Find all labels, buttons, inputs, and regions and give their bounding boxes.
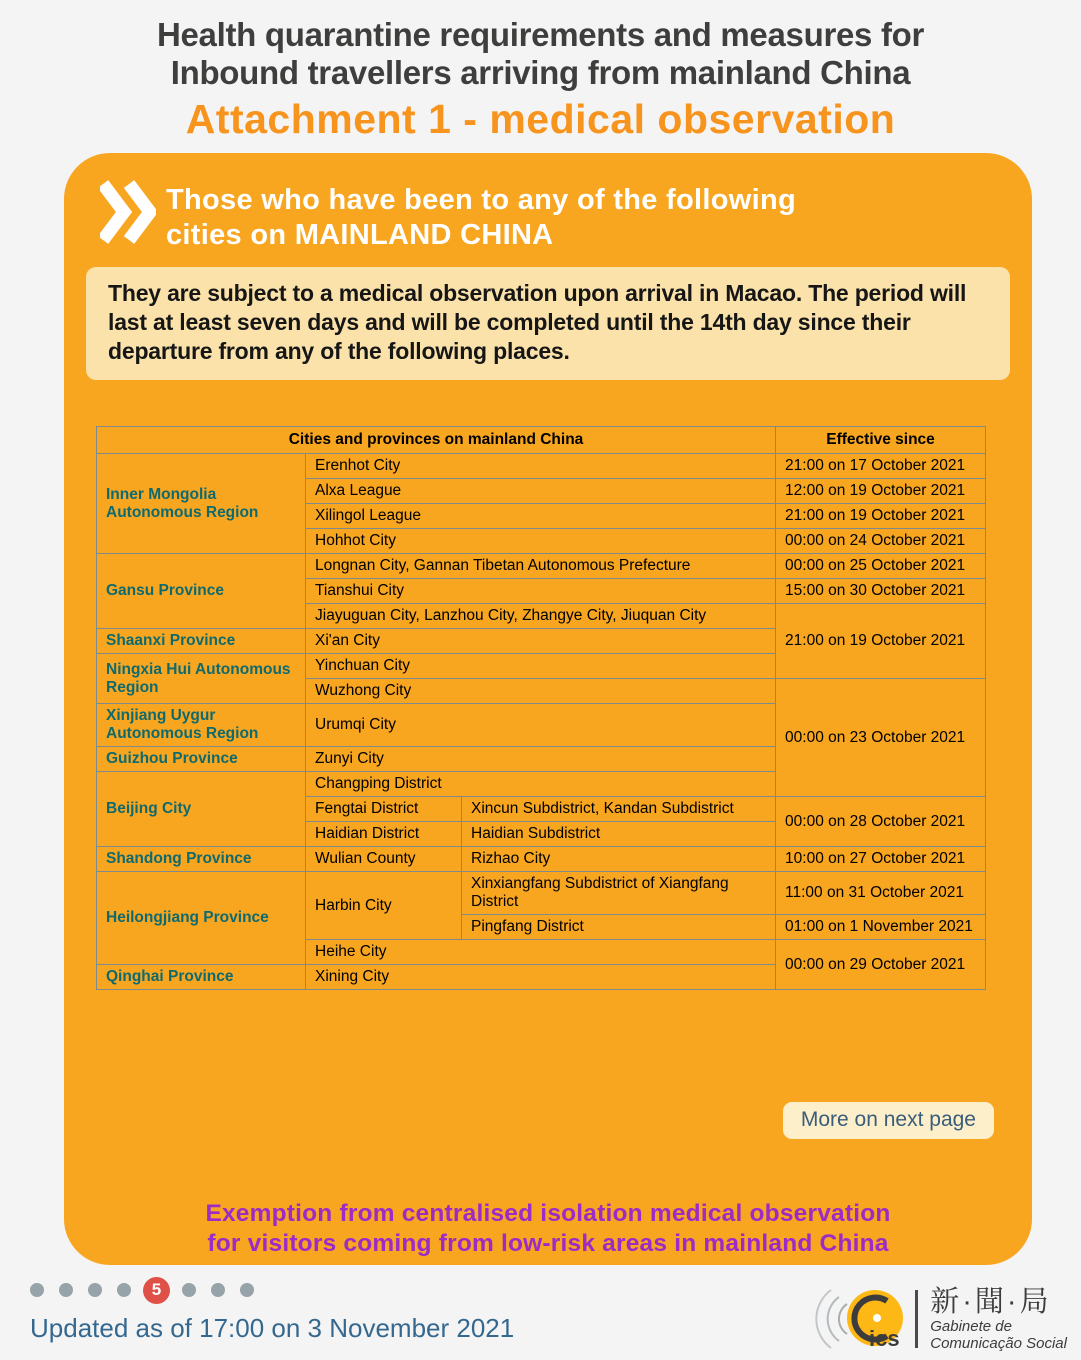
city-cell: Pingfang District xyxy=(462,915,776,940)
date-cell: 00:00 on 25 October 2021 xyxy=(776,554,986,579)
logo-text xyxy=(930,1286,1067,1352)
city-cell: Zunyi City xyxy=(306,747,776,772)
page-dot xyxy=(30,1283,44,1297)
table-row xyxy=(97,554,986,579)
date-cell: 00:00 on 24 October 2021 xyxy=(776,529,986,554)
page-title-line2: Inbound travellers arriving from mainland China xyxy=(170,54,911,91)
province-cell: Guizhou Province xyxy=(97,747,306,772)
city-cell: Xincun Subdistrict, Kandan Subdistrict xyxy=(462,797,776,822)
city-cell: Changping District xyxy=(306,772,776,797)
table-body xyxy=(97,454,986,990)
page-footer xyxy=(0,1262,1081,1351)
table-row xyxy=(97,847,986,872)
date-cell: 11:00 on 31 October 2021 xyxy=(776,872,986,915)
table-wrapper xyxy=(96,426,1032,990)
city-cell: Haidian Subdistrict xyxy=(462,822,776,847)
city-cell: Jiayuguan City, Lanzhou City, Zhangye City, Jiuquan City xyxy=(306,604,776,629)
table-row xyxy=(97,872,986,915)
city-cell: Tianshui City xyxy=(306,579,776,604)
table-row xyxy=(97,454,986,479)
more-on-next-page-badge: More on next page xyxy=(783,1102,994,1139)
gcs-logo-icon xyxy=(813,1278,909,1360)
panel-heading xyxy=(100,177,1032,253)
page-header xyxy=(0,0,1081,142)
logo-chinese-name: 新·聞·局 xyxy=(930,1286,1052,1318)
intro-text-box: They are subject to a medical observation upon arrival in Macao. The period will last at least seven days and will be completed until the 14th day since their departure from any of the following places. xyxy=(86,267,1010,380)
gcs-logo xyxy=(813,1278,1067,1360)
city-cell: Hohhot City xyxy=(306,529,776,554)
page-dot xyxy=(211,1283,225,1297)
city-cell: Yinchuan City xyxy=(306,654,776,679)
city-cell: Fengtai District xyxy=(306,797,462,822)
footer-left xyxy=(30,1276,514,1344)
table-header-row xyxy=(97,427,986,454)
logo-acronym: ics xyxy=(869,1326,900,1351)
city-cell: Urumqi City xyxy=(306,704,776,747)
pagination-dots xyxy=(30,1276,514,1304)
date-cell: 00:00 on 28 October 2021 xyxy=(776,797,986,847)
panel-heading-line2: cities on MAINLAND CHINA xyxy=(166,219,554,251)
more-row xyxy=(64,1102,1032,1139)
date-cell: 00:00 on 29 October 2021 xyxy=(776,940,986,990)
city-cell: Rizhao City xyxy=(462,847,776,872)
province-cell: Shandong Province xyxy=(97,847,306,872)
city-cell: Wulian County xyxy=(306,847,462,872)
city-cell: Longnan City, Gannan Tibetan Autonomous Prefecture xyxy=(306,554,776,579)
page-dot xyxy=(88,1283,102,1297)
date-cell: 21:00 on 19 October 2021 xyxy=(776,604,986,679)
date-cell: 01:00 on 1 November 2021 xyxy=(776,915,986,940)
page-dot-active: 5 xyxy=(143,1277,170,1304)
province-cell: Shaanxi Province xyxy=(97,629,306,654)
city-cell: Wuzhong City xyxy=(306,679,776,704)
table-header-effective: Effective since xyxy=(776,427,986,454)
city-cell: Alxa League xyxy=(306,479,776,504)
logo-divider xyxy=(915,1290,918,1348)
quarantine-table xyxy=(96,426,986,990)
province-cell: Heilongjiang Province xyxy=(97,872,306,965)
date-cell: 00:00 on 23 October 2021 xyxy=(776,679,986,797)
date-cell: 12:00 on 19 October 2021 xyxy=(776,479,986,504)
province-cell: Inner Mongolia Autonomous Region xyxy=(97,454,306,554)
province-cell: Ningxia Hui Autonomous Region xyxy=(97,654,306,704)
city-cell: Haidian District xyxy=(306,822,462,847)
double-chevron-icon xyxy=(100,179,156,245)
province-cell: Qinghai Province xyxy=(97,965,306,990)
logo-portuguese-name-line2: Comunicação Social xyxy=(930,1335,1067,1352)
city-cell: Xinxiangfang Subdistrict of Xiangfang District xyxy=(462,872,776,915)
page-dot xyxy=(240,1283,254,1297)
page-dot xyxy=(182,1283,196,1297)
date-cell: 15:00 on 30 October 2021 xyxy=(776,579,986,604)
province-cell: Beijing City xyxy=(97,772,306,847)
city-cell: Erenhot City xyxy=(306,454,776,479)
exemption-note xyxy=(64,1199,1032,1259)
page-dot xyxy=(117,1283,131,1297)
city-cell: Xilingol League xyxy=(306,504,776,529)
date-cell: 21:00 on 17 October 2021 xyxy=(776,454,986,479)
province-cell: Gansu Province xyxy=(97,554,306,629)
page-title-line1: Health quarantine requirements and measures for xyxy=(156,16,925,53)
city-cell: Xining City xyxy=(306,965,776,990)
date-cell: 21:00 on 19 October 2021 xyxy=(776,504,986,529)
exemption-line1: Exemption from centralised isolation medical observation xyxy=(205,1200,891,1227)
panel-heading-text xyxy=(166,183,796,253)
logo-portuguese-name-line1: Gabinete de xyxy=(930,1318,1012,1335)
panel-heading-line1: Those who have been to any of the following xyxy=(166,184,796,216)
table-header-cities: Cities and provinces on mainland China xyxy=(97,427,776,454)
exemption-line2: for visitors coming from low-risk areas in mainland China xyxy=(207,1230,889,1257)
updated-timestamp: Updated as of 17:00 on 3 November 2021 xyxy=(30,1313,515,1343)
city-cell: Heihe City xyxy=(306,940,776,965)
city-cell: Harbin City xyxy=(306,872,462,940)
page-dot xyxy=(59,1283,73,1297)
attachment-subtitle: Attachment 1 - medical observation xyxy=(185,96,896,142)
province-cell: Xinjiang Uygur Autonomous Region xyxy=(97,704,306,747)
date-cell: 10:00 on 27 October 2021 xyxy=(776,847,986,872)
city-cell: Xi'an City xyxy=(306,629,776,654)
main-panel xyxy=(64,153,1032,1265)
